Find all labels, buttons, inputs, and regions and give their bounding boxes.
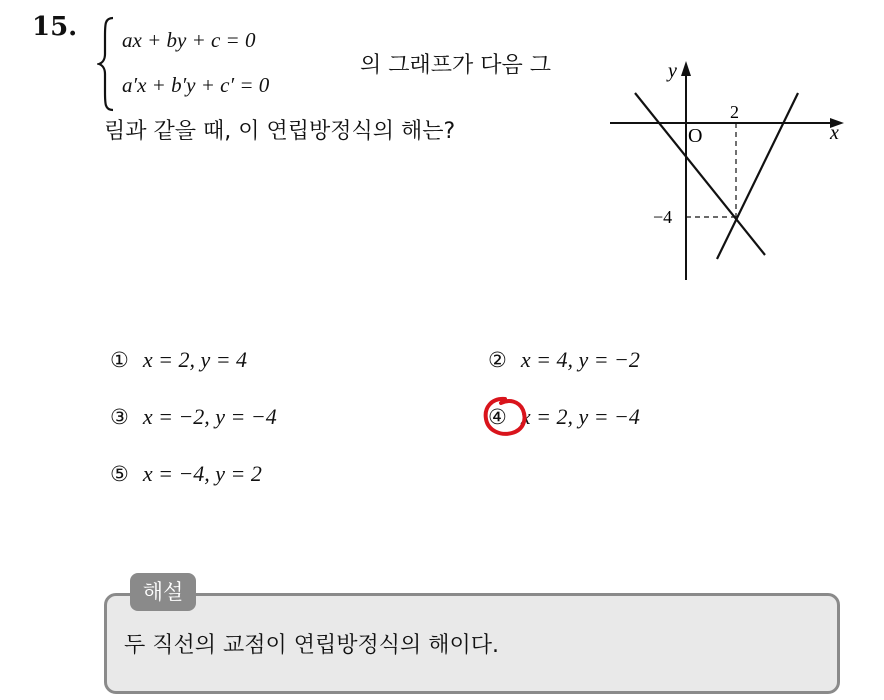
choice-3[interactable]: [110, 404, 277, 430]
choice-1-text: x = 2, y = 4: [142, 347, 248, 372]
choice-1-mark: ①: [110, 348, 129, 372]
choice-3-text: x = −2, y = −4: [142, 404, 277, 429]
problem-number: 15.: [32, 12, 78, 42]
choice-1[interactable]: [110, 347, 247, 373]
question-text-part1: 의 그래프가 다음 그: [360, 53, 551, 78]
choice-4-mark: ④: [488, 405, 507, 429]
explanation-text: 두 직선의 교점이 연립방정식의 해이다.: [124, 633, 499, 658]
choice-5-text: x = −4, y = 2: [142, 461, 262, 486]
choice-2-text: x = 4, y = −2: [520, 347, 640, 372]
line-graph: [600, 55, 860, 290]
choice-2[interactable]: [488, 347, 640, 373]
choice-5[interactable]: [110, 461, 262, 487]
explanation-tag: 해설: [130, 573, 196, 611]
system-brace: [97, 16, 117, 112]
choice-2-mark: ②: [488, 348, 507, 372]
x-axis-label: x: [830, 122, 839, 144]
y-tick-label: −4: [653, 207, 673, 227]
origin-label: O: [688, 125, 703, 147]
graph-line-1: [635, 93, 765, 255]
equation-1: ax + by + c = 0: [122, 28, 256, 52]
choice-4-text: x = 2, y = −4: [520, 404, 640, 429]
y-axis-label: y: [668, 60, 677, 82]
choice-3-mark: ③: [110, 405, 129, 429]
answer-circle-mark: [481, 394, 531, 440]
x-tick-label: 2: [730, 102, 739, 122]
choice-5-mark: ⑤: [110, 462, 129, 486]
equation-2: a′x + b′y + c′ = 0: [122, 73, 270, 97]
y-axis-arrow: [681, 61, 691, 76]
question-text-part2: 림과 같을 때, 이 연립방정식의 해는?: [104, 119, 456, 144]
